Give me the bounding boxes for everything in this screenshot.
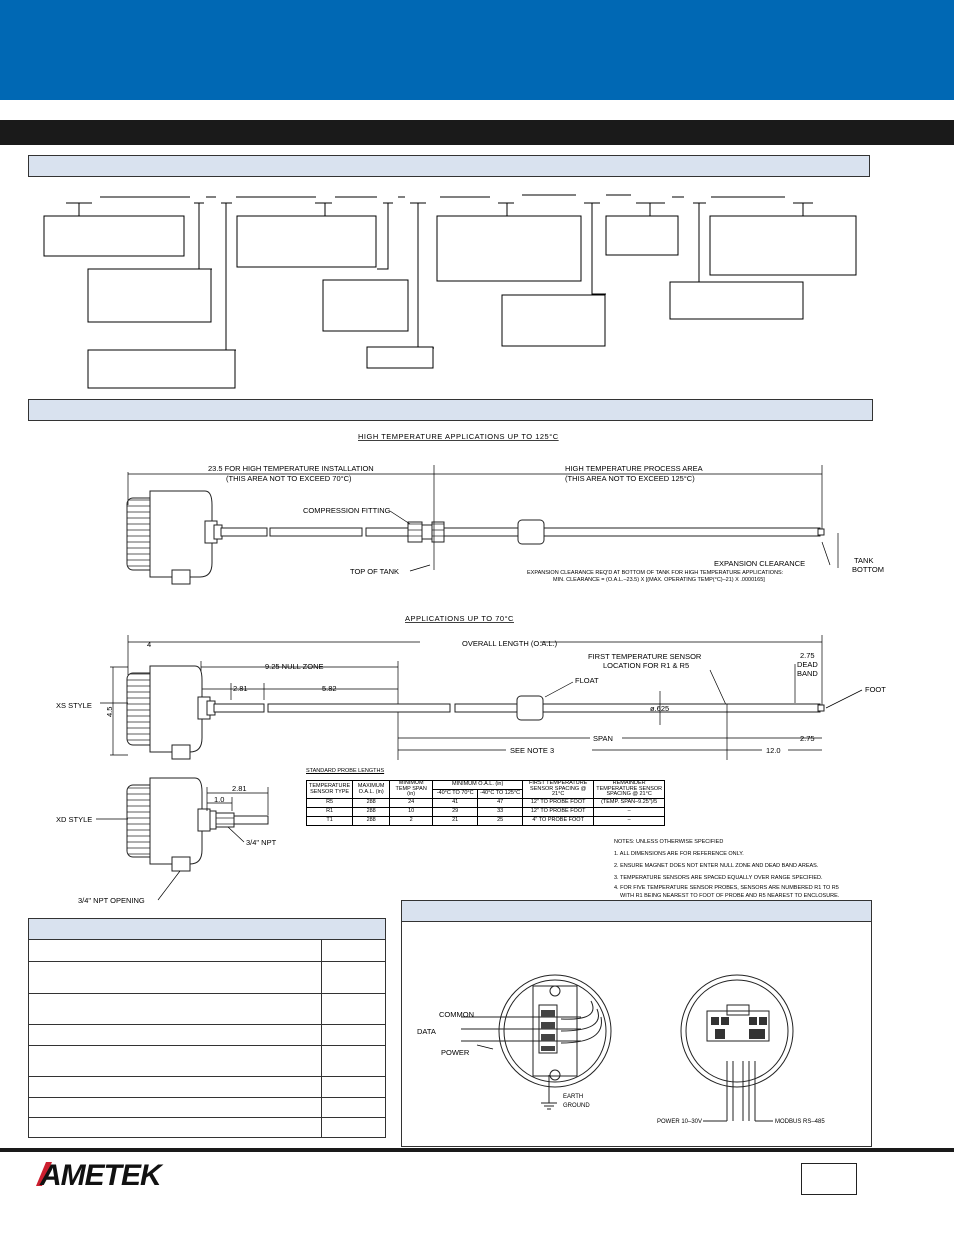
cell: 24	[390, 799, 433, 808]
th-remainder-spacing: REMAINDER TEMPERATURE SENSOR SPACING @ 21°C	[594, 781, 665, 799]
option-row-divider	[29, 993, 385, 994]
foot-label: FOOT	[865, 685, 886, 694]
cell: 2	[390, 817, 433, 826]
process-area-label: HIGH TEMPERATURE PROCESS AREA	[565, 464, 703, 473]
option-row-divider	[29, 1097, 385, 1098]
cell: 29	[433, 808, 478, 817]
dim-12-label: 12.0	[766, 746, 781, 755]
cell: 288	[353, 817, 390, 826]
dim-281-label: 2.81	[233, 684, 248, 693]
null-zone-label: 9.25 NULL ZONE	[265, 662, 324, 671]
option-row-divider	[29, 1117, 385, 1118]
top-of-tank-label: TOP OF TANK	[350, 567, 400, 576]
earth-label: EARTH	[563, 1094, 584, 1100]
option-row-divider	[29, 1045, 385, 1046]
page-number-box	[801, 1163, 857, 1195]
note-4: 4. FOR FIVE TEMPERATURE SENSOR PROBES, SENSORS ARE NUMBERED R1 TO R5	[614, 885, 839, 891]
options-column-divider	[321, 940, 322, 1137]
option-row-divider	[29, 961, 385, 962]
overall-length-label: OVERALL LENGTH (O.A.L.)	[462, 639, 558, 648]
table-row	[307, 799, 665, 808]
xs-style-label: XS STYLE	[56, 701, 92, 710]
note-1: 1. ALL DIMENSIONS ARE FOR REFERENCE ONLY.	[614, 851, 744, 857]
option-row-divider	[29, 1076, 385, 1077]
logo-text: AMETEK	[40, 1159, 161, 1192]
wiring-diagram	[401, 921, 870, 1143]
cell: 47	[478, 799, 523, 808]
note-3: 3. TEMPERATURE SENSORS ARE SPACED EQUALLY OVER RANGE SPECIFIED.	[614, 875, 823, 881]
dead-band-dim-label: 2.75	[800, 651, 815, 660]
xd-dim-10-label: 1.0	[214, 795, 225, 804]
note-4-cont: WITH R1 BEING NEAREST TO FOOT OF PROBE AND R5 NEAREST TO ENCLOSURE.	[620, 893, 840, 899]
bottom-label: BOTTOM	[852, 565, 884, 574]
compression-fitting-label: COMPRESSION FITTING	[303, 506, 391, 515]
high-temp-title: HIGH TEMPERATURE APPLICATIONS UP TO 125°C	[358, 432, 559, 441]
dead-band-label-2: BAND	[797, 669, 818, 678]
cell: 12" TO PROBE FOOT	[523, 808, 594, 817]
probe-table-title: STANDARD PROBE LENGTHS	[306, 768, 385, 774]
common-label: COMMON	[439, 1010, 474, 1019]
dim-45-label: 4.5	[105, 706, 114, 717]
cell: –	[594, 817, 665, 826]
option-row-divider	[29, 1024, 385, 1025]
expansion-clearance-label: EXPANSION CLEARANCE	[714, 559, 806, 568]
first-sensor-label-2: LOCATION FOR R1 & R5	[603, 661, 690, 670]
tank-label: TANK	[854, 556, 874, 565]
cell: 41	[433, 799, 478, 808]
float-label: FLOAT	[575, 676, 599, 685]
xd-dim-281-label: 2.81	[232, 784, 247, 793]
process-note-label: (THIS AREA NOT TO EXCEED 125°C)	[565, 474, 695, 483]
enclosure-std	[127, 666, 215, 759]
cell: –	[594, 808, 665, 817]
enclosure-xd	[127, 778, 268, 871]
install-dimension-label: 23.5 FOR HIGH TEMPERATURE INSTALLATION	[208, 464, 374, 473]
model-number-diagram	[0, 180, 954, 390]
data-label: DATA	[417, 1027, 436, 1036]
ground-label: GROUND	[563, 1103, 590, 1109]
enclosure-high	[127, 491, 222, 584]
diameter-label: ø.625	[650, 704, 670, 713]
power-label: POWER	[441, 1048, 470, 1057]
th-sensor-type: TEMPERATURE SENSOR TYPE	[307, 781, 353, 799]
probe-length-table	[306, 780, 665, 826]
wiring-header-band	[402, 901, 871, 922]
cell: 33	[478, 808, 523, 817]
notes-heading: NOTES: UNLESS OTHERWISE SPECIFIED	[614, 839, 724, 845]
power-range-label: POWER 10–30V	[657, 1119, 703, 1125]
header-banner	[0, 0, 954, 100]
cell: 10	[390, 808, 433, 817]
cell: 12" TO PROBE FOOT	[523, 799, 594, 808]
note-2: 2. ENSURE MAGNET DOES NOT ENTER NULL ZONE AND DEAD BAND AREAS.	[614, 863, 819, 869]
header-bar	[0, 120, 954, 145]
model-number-section-band	[28, 155, 870, 177]
th-min-oal: MINIMUM O.A.L. (in)	[433, 781, 523, 790]
first-sensor-label-1: FIRST TEMPERATURE SENSOR	[588, 652, 702, 661]
table-row	[307, 817, 665, 826]
notes-block	[614, 836, 839, 900]
cell: R1	[307, 808, 353, 817]
th-sub-125: -40°C TO 125°C	[478, 790, 523, 799]
modbus-label: MODBUS RS–485	[775, 1119, 825, 1125]
th-max-oal: MAXIMUM O.A.L. (in)	[353, 781, 390, 799]
options-panel	[28, 918, 386, 1138]
th-first-spacing: FIRST TEMPERATURE SENSOR SPACING @ 21°C	[523, 781, 594, 799]
dim-4-label: 4	[147, 640, 152, 649]
cell: T1	[307, 817, 353, 826]
cell: (TEMP. SPAN–9.25")/5	[594, 799, 665, 808]
dimensions-section-band	[28, 399, 873, 421]
npt-label: 3/4" NPT	[246, 838, 277, 847]
table-row	[307, 808, 665, 817]
std-title: APPLICATIONS UP TO 70°C	[405, 614, 514, 623]
dim-582-label: 5.82	[322, 684, 337, 693]
xd-style-label: XD STYLE	[56, 815, 93, 824]
options-header-band	[29, 919, 385, 940]
cell: 21	[433, 817, 478, 826]
cell: R5	[307, 799, 353, 808]
cell: 25	[478, 817, 523, 826]
clearance-note-1: EXPANSION CLEARANCE REQ'D AT BOTTOM OF TANK FOR HIGH TEMPERATURE APPLICATIONS:	[527, 570, 784, 576]
cell: 4" TO PROBE FOOT	[523, 817, 594, 826]
npt-opening-label: 3/4" NPT OPENING	[78, 896, 145, 905]
clearance-note-2: MIN. CLEARANCE = (O.A.L.–23.5) X [(MAX. OPERATING TEMP(°C)–21) X .0000165]	[553, 577, 765, 583]
cell: 288	[353, 799, 390, 808]
th-min-span: MINIMUM TEMP SPAN (in)	[390, 781, 433, 799]
dead-band-label-1: DEAD	[797, 660, 818, 669]
dim-275b-label: 2.75	[800, 734, 815, 743]
install-note-label: (THIS AREA NOT TO EXCEED 70°C)	[226, 474, 352, 483]
see-note-label: SEE NOTE 3	[510, 746, 555, 755]
span-label: SPAN	[593, 734, 613, 743]
th-sub-70: -40°C TO 70°C	[433, 790, 478, 799]
footer-rule	[0, 1148, 954, 1152]
cell: 288	[353, 808, 390, 817]
